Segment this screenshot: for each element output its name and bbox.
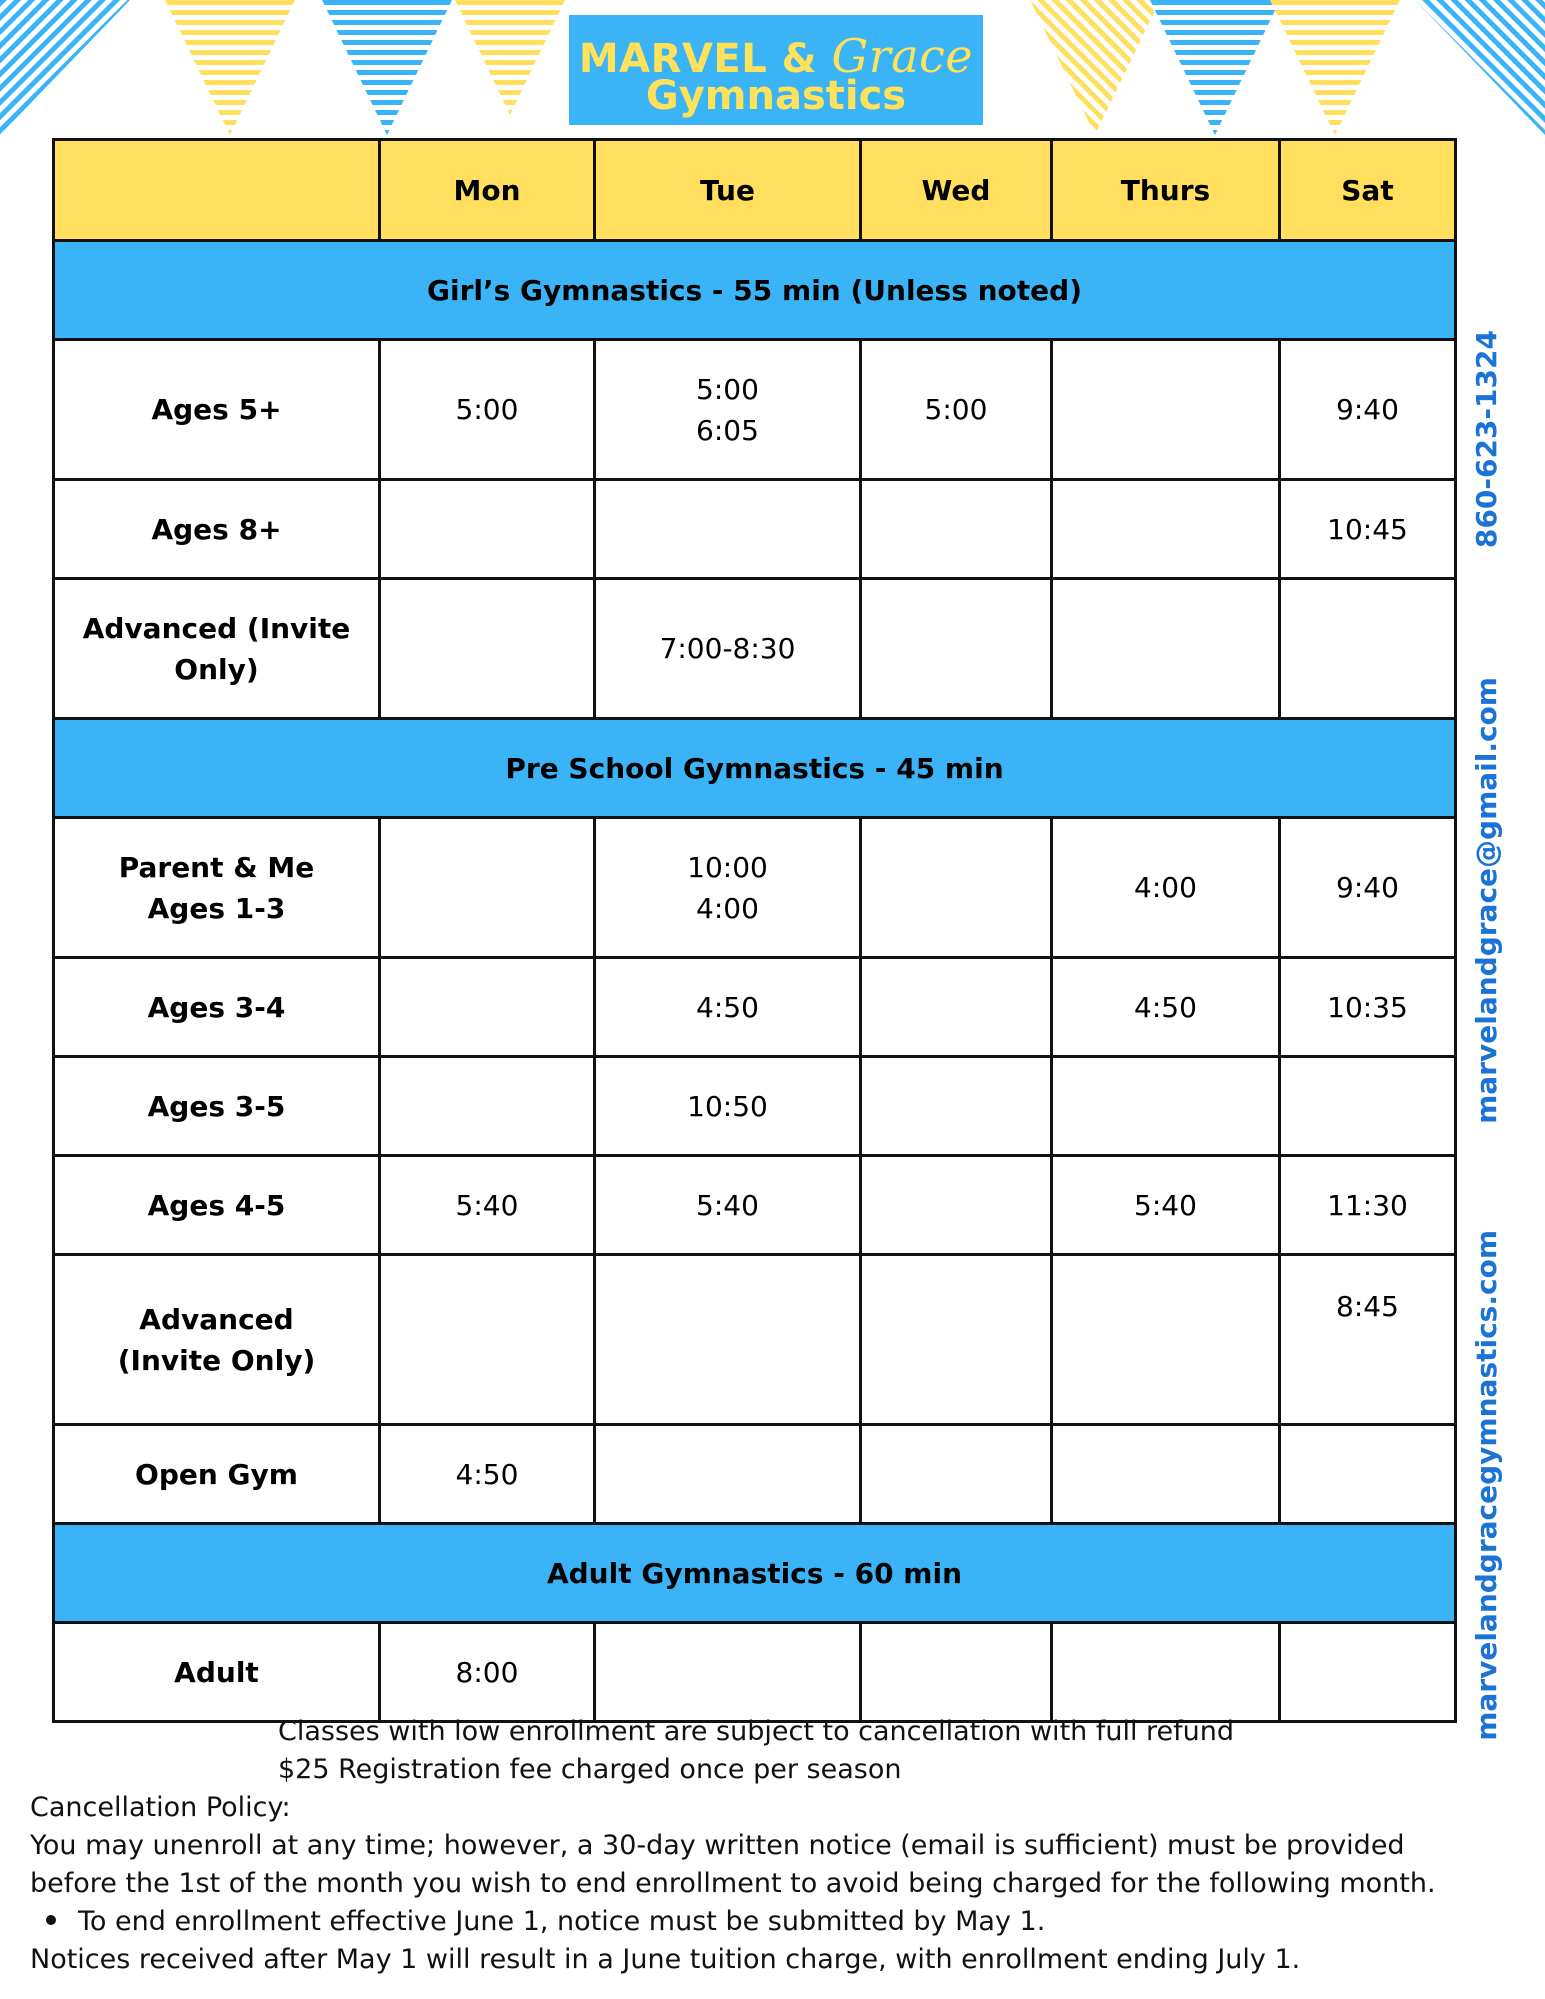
pennant-blue-decoration bbox=[1150, 0, 1280, 135]
cancellation-policy-text: You may unenroll at any time; however, a 30-day written notice (email is sufficient) must be provided before the 1st of the month you wish to end enrollment to avoid being charged for the following month. bbox=[30, 1830, 1436, 1899]
time-cell: 10:50 bbox=[595, 1057, 861, 1156]
email-link[interactable]: marvelandgrace@gmail.com bbox=[1470, 677, 1503, 1124]
time-value: 5:00 bbox=[696, 372, 759, 406]
class-label bbox=[54, 1255, 380, 1425]
time-cell bbox=[861, 579, 1052, 719]
phone-number-link[interactable]: 860-623-1324 bbox=[1470, 330, 1503, 549]
website-link[interactable]: marvelandgracegymnastics.com bbox=[1470, 1230, 1503, 1741]
time-cell bbox=[595, 340, 861, 480]
time-cell bbox=[380, 579, 595, 719]
class-label: Ages 8+ bbox=[54, 480, 380, 579]
corner-cell bbox=[54, 140, 380, 241]
low-enrollment-note: Classes with low enrollment are subject to cancellation with full refund bbox=[278, 1716, 1235, 1747]
class-row bbox=[54, 1255, 1456, 1425]
time-cell: 10:35 bbox=[1280, 958, 1456, 1057]
section-row-adult bbox=[54, 1524, 1456, 1623]
pennant-blue-decoration bbox=[0, 0, 130, 135]
class-label-line: Advanced (Invite bbox=[82, 611, 351, 645]
time-cell bbox=[380, 1255, 595, 1425]
class-label bbox=[54, 579, 380, 719]
class-row bbox=[54, 1425, 1456, 1524]
class-row bbox=[54, 579, 1456, 719]
time-cell: 9:40 bbox=[1280, 340, 1456, 480]
class-label: Adult bbox=[54, 1623, 380, 1722]
pennant-blue-decoration bbox=[1415, 0, 1545, 135]
time-cell bbox=[595, 818, 861, 958]
pennant-yellow-decoration bbox=[1270, 0, 1400, 135]
time-cell: 8:00 bbox=[380, 1623, 595, 1722]
class-label-line: Only) bbox=[174, 652, 259, 686]
day-header-sat: Sat bbox=[1280, 140, 1456, 241]
time-cell: 5:40 bbox=[1052, 1156, 1280, 1255]
day-header-tue: Tue bbox=[595, 140, 861, 241]
time-cell bbox=[861, 1255, 1052, 1425]
policy-bullet-item bbox=[46, 1903, 1045, 1941]
class-label-line: Advanced bbox=[139, 1302, 294, 1336]
bullet-icon bbox=[46, 1915, 56, 1925]
policy-final-note: Notices received after May 1 will result in a June tuition charge, with enrollment ending July 1. bbox=[30, 1944, 1301, 1975]
time-cell bbox=[1052, 1623, 1280, 1722]
time-cell bbox=[595, 480, 861, 579]
time-cell bbox=[595, 1255, 861, 1425]
class-label: Ages 4-5 bbox=[54, 1156, 380, 1255]
time-cell: 5:00 bbox=[380, 340, 595, 480]
class-label: Open Gym bbox=[54, 1425, 380, 1524]
time-cell bbox=[380, 1057, 595, 1156]
registration-fee-note: $25 Registration fee charged once per season bbox=[278, 1754, 902, 1785]
brand-logo bbox=[569, 15, 983, 125]
pennant-blue-decoration bbox=[322, 0, 452, 135]
time-cell bbox=[861, 1623, 1052, 1722]
class-label-line: Parent & Me bbox=[118, 850, 315, 884]
time-cell bbox=[1052, 1255, 1280, 1425]
section-title: Girl’s Gymnastics - 55 min (Unless noted) bbox=[54, 241, 1456, 340]
time-cell: 5:40 bbox=[380, 1156, 595, 1255]
time-cell bbox=[1280, 1057, 1456, 1156]
time-cell bbox=[595, 1425, 861, 1524]
time-cell: 4:50 bbox=[380, 1425, 595, 1524]
time-value: 10:00 bbox=[687, 850, 768, 884]
time-cell bbox=[1052, 480, 1280, 579]
class-row bbox=[54, 480, 1456, 579]
section-title: Pre School Gymnastics - 45 min bbox=[54, 719, 1456, 818]
time-cell bbox=[1280, 579, 1456, 719]
time-cell bbox=[861, 480, 1052, 579]
time-cell bbox=[380, 818, 595, 958]
time-cell bbox=[1052, 340, 1280, 480]
day-header-thurs: Thurs bbox=[1052, 140, 1280, 241]
time-cell bbox=[595, 1623, 861, 1722]
class-row bbox=[54, 1623, 1456, 1722]
pennant-yellow-decoration bbox=[165, 0, 295, 135]
day-header-wed: Wed bbox=[861, 140, 1052, 241]
pennant-yellow-decoration bbox=[455, 0, 585, 135]
class-label bbox=[54, 818, 380, 958]
time-cell bbox=[861, 958, 1052, 1057]
class-label-line: Ages 1-3 bbox=[147, 891, 286, 925]
class-row bbox=[54, 1156, 1456, 1255]
time-cell bbox=[1052, 1057, 1280, 1156]
day-header-mon: Mon bbox=[380, 140, 595, 241]
time-cell: 11:30 bbox=[1280, 1156, 1456, 1255]
class-row bbox=[54, 818, 1456, 958]
day-header-row bbox=[54, 140, 1456, 241]
time-cell bbox=[380, 958, 595, 1057]
time-value: 6:05 bbox=[696, 413, 759, 447]
time-cell: 10:45 bbox=[1280, 480, 1456, 579]
cancellation-policy-title: Cancellation Policy: bbox=[30, 1792, 291, 1823]
logo-grace-text: Grace bbox=[831, 29, 974, 83]
time-cell bbox=[1280, 1623, 1456, 1722]
time-cell bbox=[861, 818, 1052, 958]
class-label: Ages 3-5 bbox=[54, 1057, 380, 1156]
section-title: Adult Gymnastics - 60 min bbox=[54, 1524, 1456, 1623]
time-cell bbox=[1052, 579, 1280, 719]
class-row bbox=[54, 340, 1456, 480]
time-cell bbox=[861, 1156, 1052, 1255]
time-cell bbox=[1280, 1425, 1456, 1524]
section-row-girls bbox=[54, 241, 1456, 340]
time-cell bbox=[861, 1057, 1052, 1156]
logo-marvel-text: MARVEL & bbox=[578, 36, 818, 82]
class-row bbox=[54, 1057, 1456, 1156]
time-cell: 4:50 bbox=[1052, 958, 1280, 1057]
class-label: Ages 3-4 bbox=[54, 958, 380, 1057]
class-schedule-table bbox=[52, 138, 1457, 1723]
time-value: 4:00 bbox=[696, 891, 759, 925]
logo-gymnastics-text: Gymnastics bbox=[645, 73, 907, 119]
time-cell bbox=[1052, 1425, 1280, 1524]
pennant-yellow-decoration bbox=[1030, 0, 1160, 135]
class-label-line: (Invite Only) bbox=[117, 1343, 316, 1377]
time-cell: 7:00-8:30 bbox=[595, 579, 861, 719]
policy-bullet-text: To end enrollment effective June 1, notice must be submitted by May 1. bbox=[78, 1906, 1046, 1937]
time-cell bbox=[861, 1425, 1052, 1524]
time-cell: 4:50 bbox=[595, 958, 861, 1057]
time-cell: 4:00 bbox=[1052, 818, 1280, 958]
class-label: Ages 5+ bbox=[54, 340, 380, 480]
time-cell: 8:45 bbox=[1280, 1255, 1456, 1425]
time-cell: 5:00 bbox=[861, 340, 1052, 480]
time-cell: 5:40 bbox=[595, 1156, 861, 1255]
section-row-preschool bbox=[54, 719, 1456, 818]
time-cell bbox=[380, 480, 595, 579]
time-cell: 9:40 bbox=[1280, 818, 1456, 958]
class-row bbox=[54, 958, 1456, 1057]
